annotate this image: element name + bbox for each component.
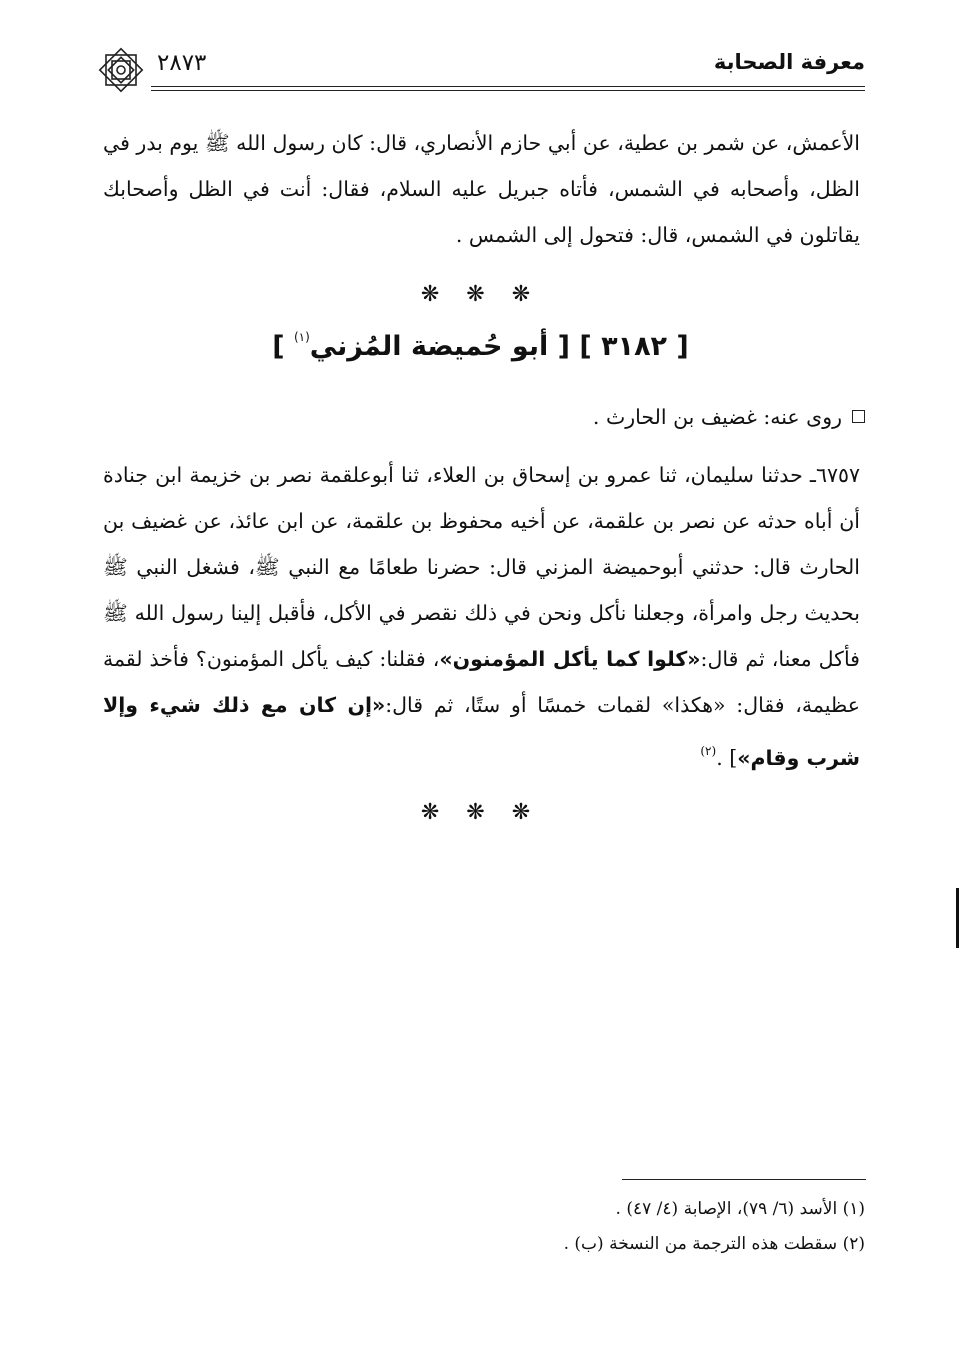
entry-heading bbox=[0, 330, 961, 362]
footnotes bbox=[564, 1192, 865, 1262]
hadith-middle: ، فقلنا: كيف يأكل المؤمنون؟ فأخذ لقمة عظيمة، فقال: «هكذا» لقمات خمسًا أو ستًا، ثم قال: bbox=[103, 647, 860, 717]
octagram-ornament-icon bbox=[95, 44, 147, 96]
book-title: معرفة الصحابة bbox=[713, 50, 865, 74]
footnote-rule bbox=[622, 1179, 866, 1180]
section-separator-2: ❋ ❋ ❋ bbox=[420, 800, 541, 825]
footnote-ref-1: (١) bbox=[293, 330, 310, 344]
header-rule bbox=[151, 86, 865, 87]
footnote-2: (٢) سقطت هذه الترجمة من النسخة (ب) . bbox=[563, 1234, 865, 1254]
square-bullet-icon bbox=[852, 410, 865, 423]
entry-heading-text: [ ٣١٨٢ ] [ أبو حُميضة المُزني bbox=[309, 331, 689, 362]
hadith-chain: ٦٧٥٧ـ حدثنا سليمان، ثنا عمرو بن إسحاق بن العلاء، ثنا أبوعلقمة نصر بن خزيمة ابن جنادة أن أباه حدثه عن نصر بن علقمة، عن أخيه محفوظ بن علقمة، عن ابن عائذ، عن غضيف بن الحارث قال: حدثني أبوحميضة المزني قال: حضرنا طعامًا مع النبي ﷺ، فشغل النبي ﷺ بحديث رجل وامرأة، وجعلنا نأكل ونحن في ذلك نقصر في الأكل، فأقبل إلينا رسول الله ﷺ فأكل معنا، ثم قال: bbox=[103, 463, 860, 671]
narrator-text: روى عنه: غضيف بن الحارث . bbox=[592, 405, 842, 429]
scan-margin-mark bbox=[956, 888, 959, 948]
page-header bbox=[95, 44, 865, 114]
footnote-ref-2: (٢) bbox=[700, 744, 717, 758]
paragraph-continued: الأعمش، عن شمر بن عطية، عن أبي حازم الأنصاري، قال: كان رسول الله ﷺ يوم بدر في الظل، وأصحابه في الشمس، فأتاه جبريل عليه السلام، فقال: أنت في الظل وأصحابك يقاتلون في الشمس، قال: فتحول إلى الشمس . bbox=[103, 131, 860, 247]
hadith-paragraph bbox=[103, 452, 860, 781]
hadith-end: ] . bbox=[716, 746, 738, 770]
footnote-1: (١) الأسد (٦/ ٧٩)، الإصابة (٤/ ٤٧) . bbox=[615, 1199, 865, 1219]
header-rule-thin bbox=[151, 90, 865, 91]
narrator-line bbox=[593, 400, 865, 434]
hadith-quote-2: «إن كان مع ذلك شيء وإلا شرب وقام» bbox=[103, 693, 860, 770]
page-number: ٢٨٧٣ bbox=[157, 50, 207, 76]
section-separator: ❋ ❋ ❋ bbox=[420, 282, 541, 307]
hadith-quote-1: «كلوا كما يأكل المؤمنون» bbox=[439, 647, 701, 671]
entry-heading-close: ] bbox=[272, 331, 285, 362]
